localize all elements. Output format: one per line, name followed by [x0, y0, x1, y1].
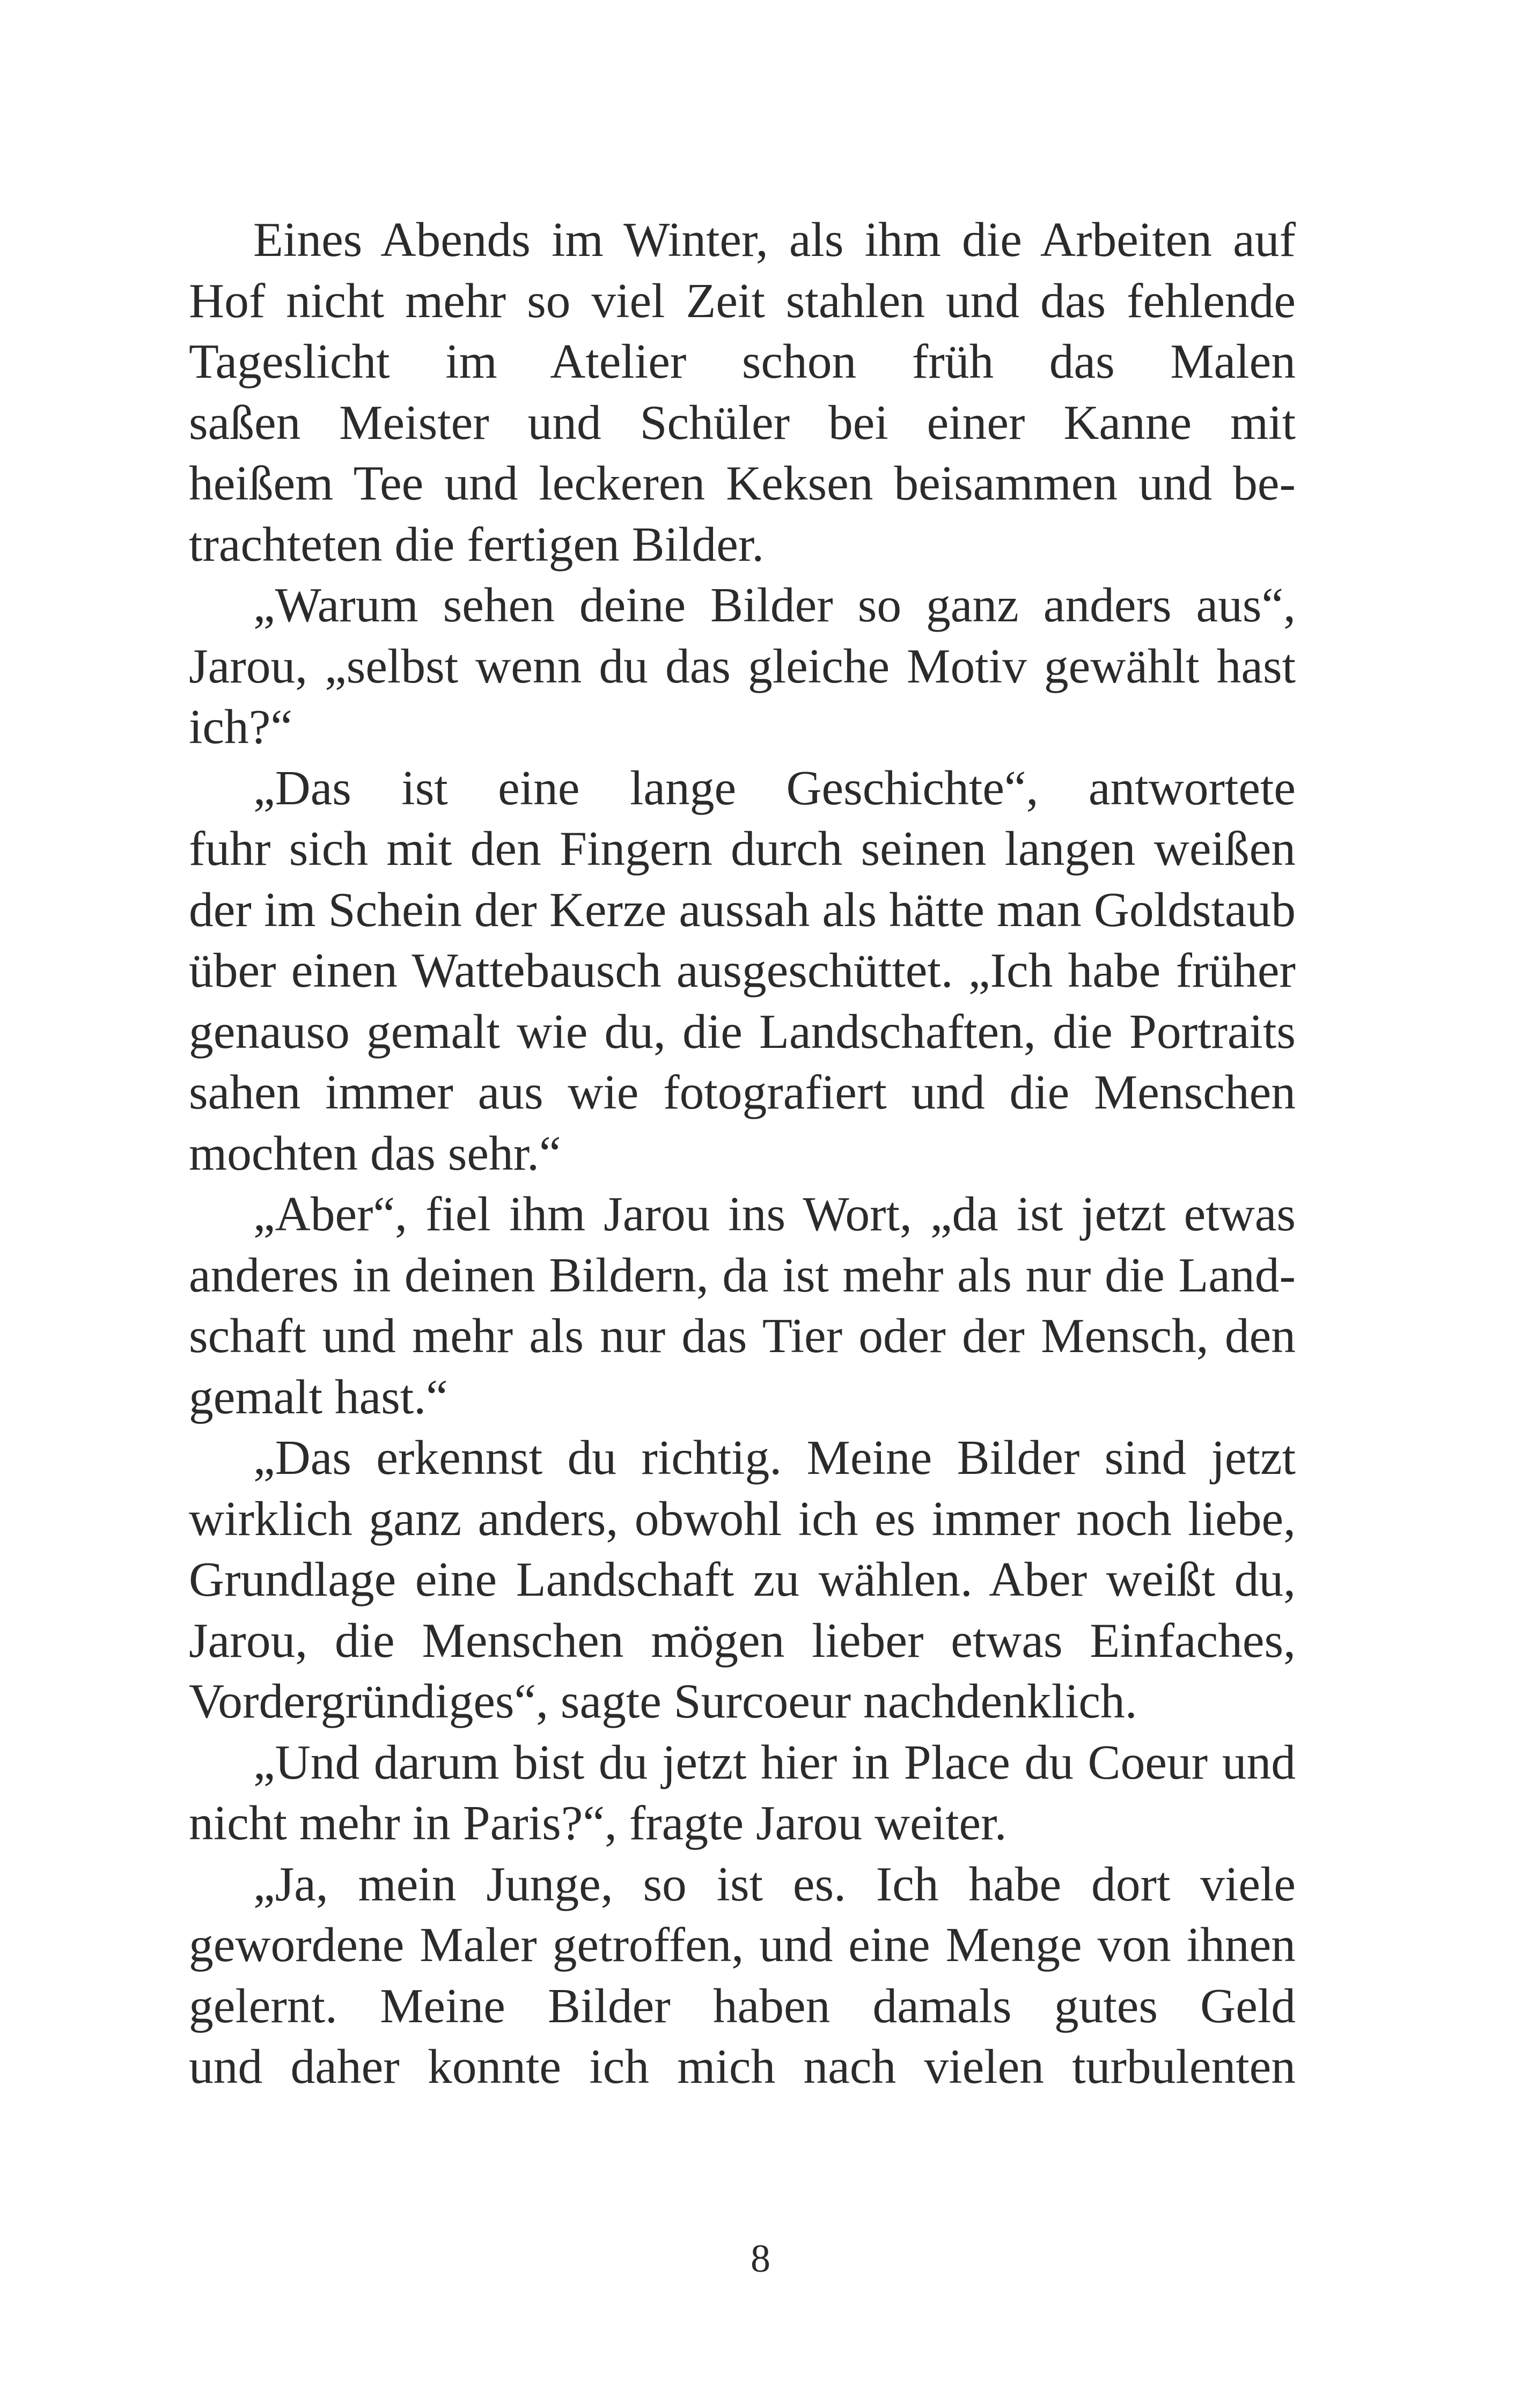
text-line: Eines Abends im Winter, als ihm die Arbeiten auf — [253, 212, 1296, 267]
text-line: Jarou, „selbst wenn du das gleiche Motiv gewählt hast — [189, 638, 1296, 693]
text-line: der im Schein der Kerze aussah als hätte man Goldstaub — [189, 882, 1296, 937]
text-line: nicht mehr in Paris?“, fragte Jarou weiter. — [189, 1795, 1007, 1850]
page-number: 8 — [751, 2237, 770, 2281]
text-line: gemalt hast.“ — [189, 1369, 448, 1424]
text-line: Tageslicht im Atelier schon früh das Malen — [189, 334, 1296, 388]
text-line: fuhr sich mit den Fingern durch seinen langen weißen — [189, 821, 1296, 876]
text-line: „Und darum bist du jetzt hier in Place du Coeur und — [253, 1734, 1296, 1789]
text-line: Jarou, die Menschen mögen lieber etwas Einfaches, — [189, 1612, 1296, 1668]
text-line: heißem Tee und leckeren Keksen beisammen und be- — [189, 456, 1296, 510]
text-line: mochten das sehr.“ — [189, 1125, 561, 1180]
text-line: „Das erkennst du richtig. Meine Bilder sind jetzt — [253, 1430, 1296, 1485]
text-line: sahen immer aus wie fotografiert und die Menschen — [189, 1064, 1296, 1119]
text-line: „Ja, mein Junge, so ist es. Ich habe dort viele — [253, 1856, 1296, 1911]
text-line: Grundlage eine Landschaft zu wählen. Aber weißt du, — [189, 1552, 1296, 1606]
text-line: „Das ist eine lange Geschichte“, antwortete — [253, 760, 1296, 815]
text-line: saßen Meister und Schüler bei einer Kanne mit — [189, 394, 1296, 450]
text-line: trachteten die fertigen Bilder. — [189, 516, 765, 571]
text-line: gelernt. Meine Bilder haben damals gutes Geld — [189, 1978, 1296, 2033]
body-text — [189, 209, 1296, 2097]
text-line: „Warum sehen deine Bilder so ganz anders aus“, — [253, 577, 1296, 632]
text-line: wirklich ganz anders, obwohl ich es immer noch liebe, — [189, 1491, 1296, 1546]
text-line: „Aber“, fiel ihm Jarou ins Wort, „da ist jetzt etwas — [253, 1186, 1296, 1241]
text-line: genauso gemalt wie du, die Landschaften, die Portraits — [189, 1003, 1296, 1059]
text-line: Vordergründiges“, sagte Surcoeur nachdenklich. — [189, 1673, 1137, 1728]
text-line: und daher konnte ich mich nach vielen turbulenten — [189, 2039, 1296, 2094]
text-line: Hof nicht mehr so viel Zeit stahlen und das fehlende — [189, 273, 1296, 328]
text-line: über einen Wattebausch ausgeschüttet. „Ich habe früher — [189, 943, 1296, 997]
text-line: gewordene Maler getroffen, und eine Menge von ihnen — [189, 1917, 1296, 1972]
text-line: ich?“ — [189, 699, 293, 754]
text-line: schaft und mehr als nur das Tier oder der Mensch, den — [189, 1308, 1296, 1363]
text-line: anderes in deinen Bildern, da ist mehr als nur die Land- — [189, 1247, 1296, 1302]
